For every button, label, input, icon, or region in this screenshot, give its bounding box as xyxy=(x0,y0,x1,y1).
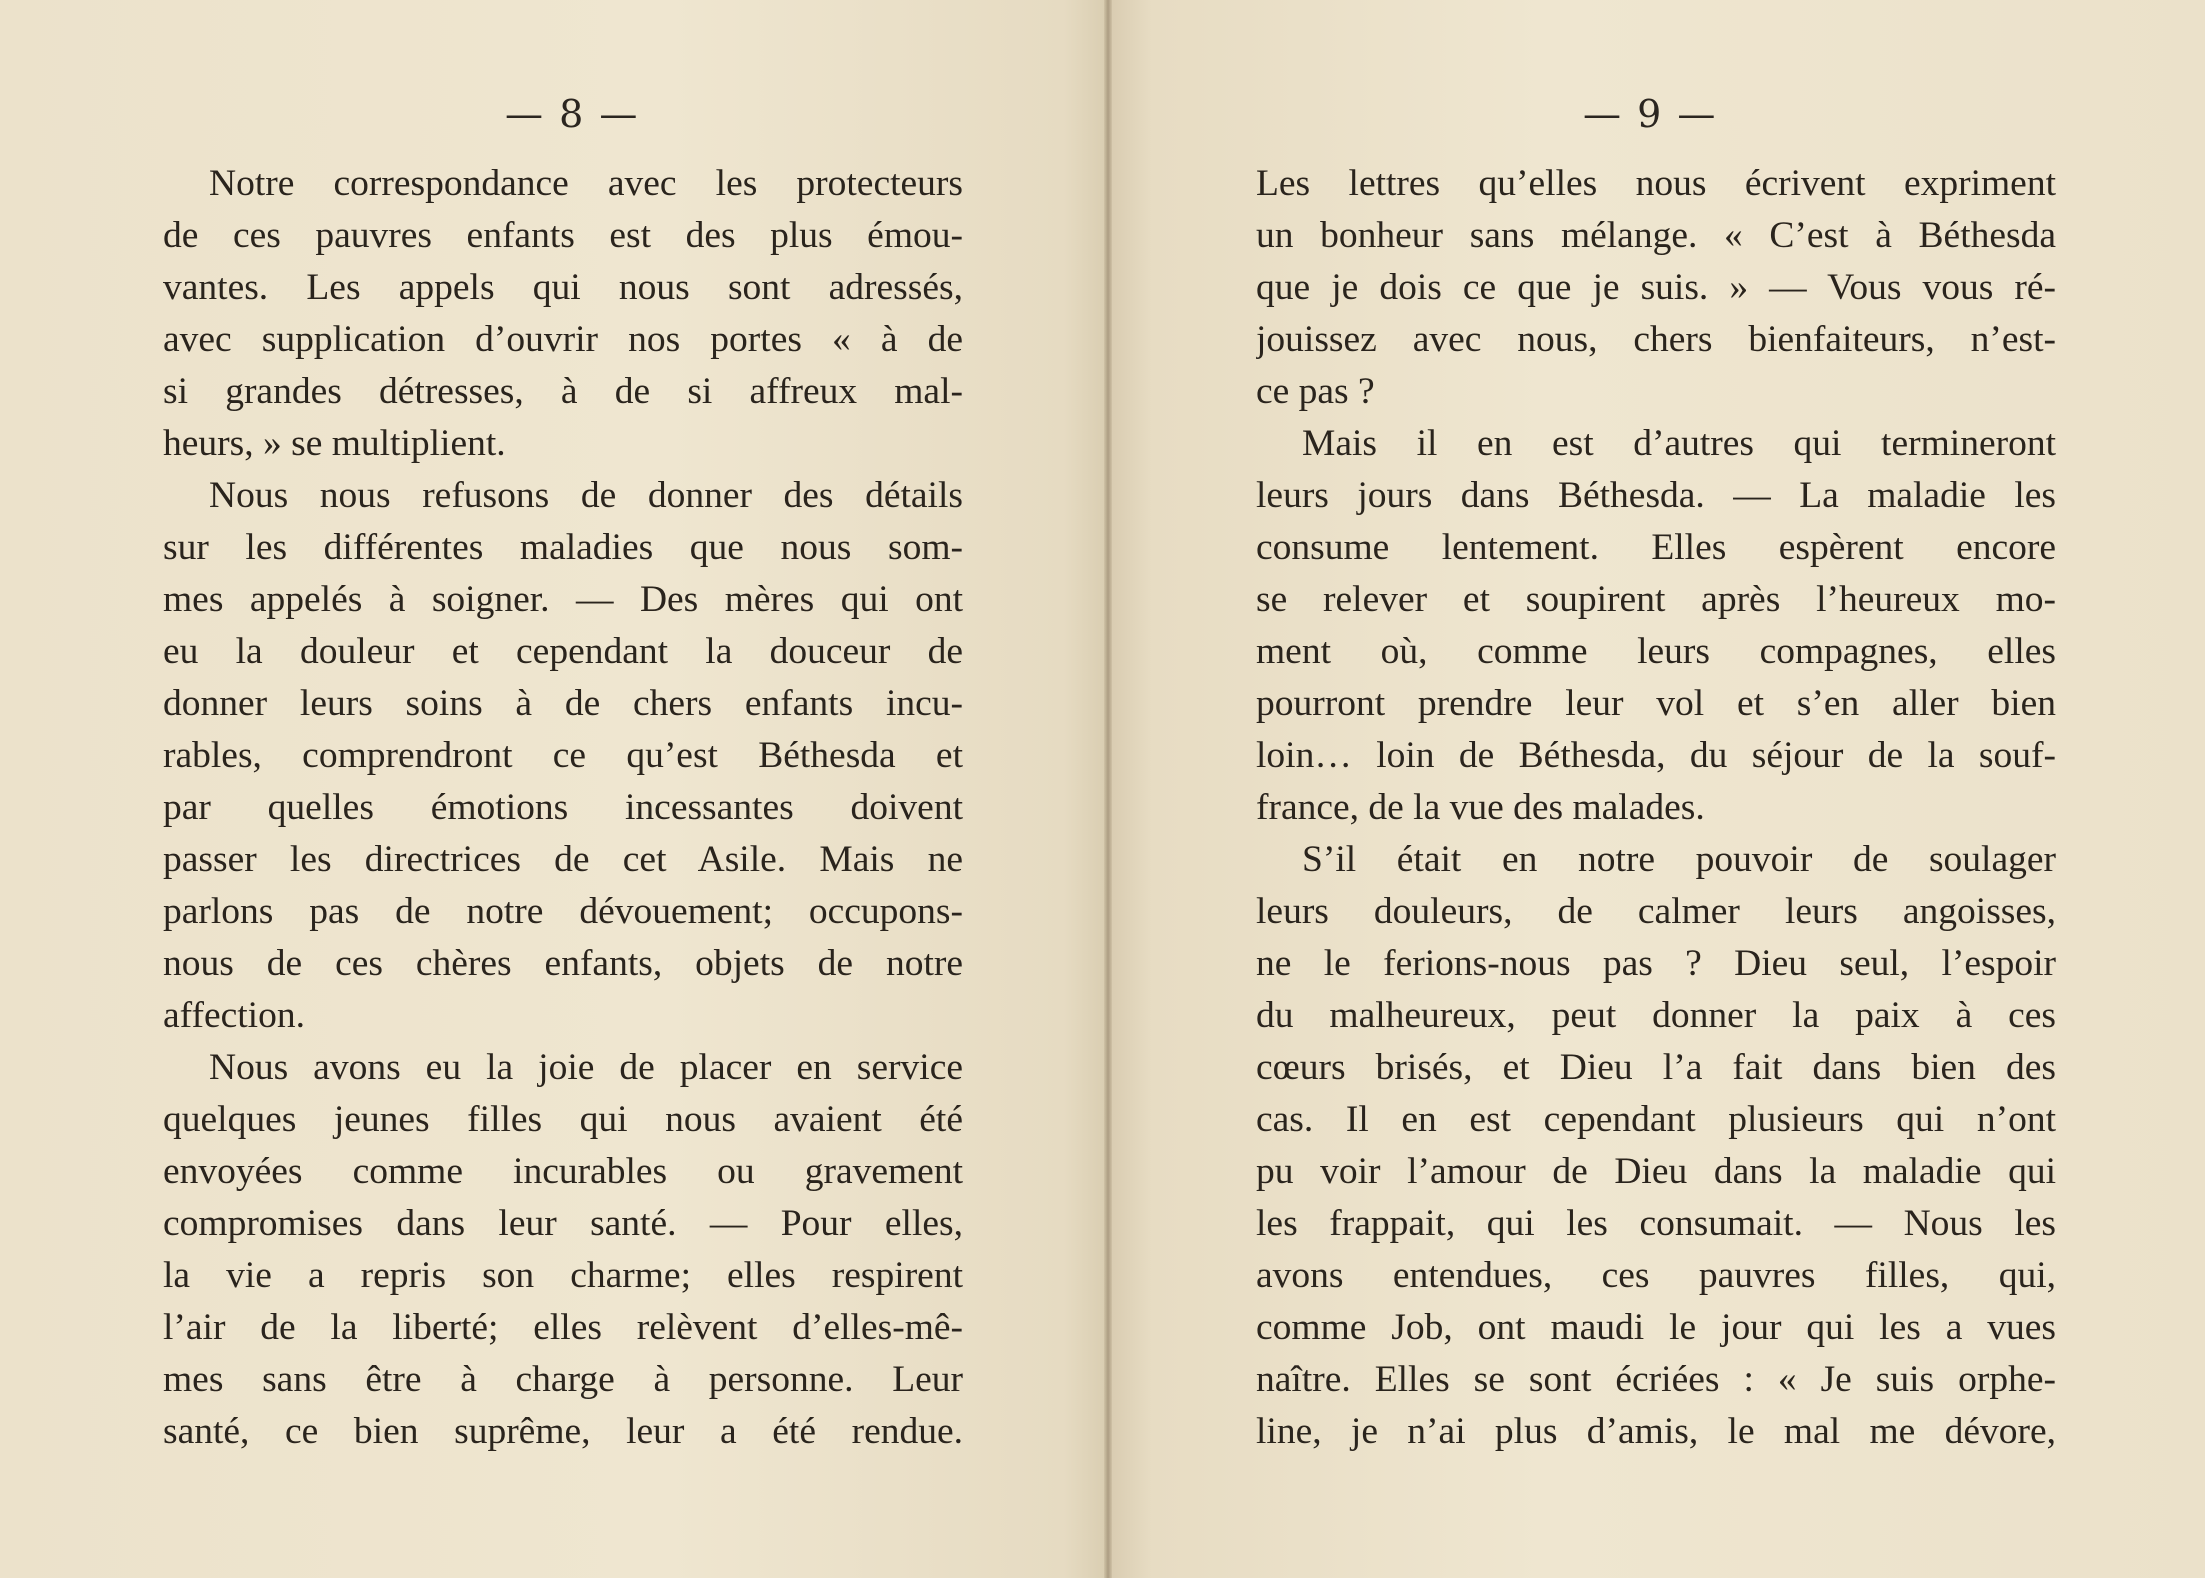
text-line: du malheureux, peut donner la paix à ces xyxy=(1256,995,2056,1036)
text-line: leurs jours dans Béthesda. — La maladie les xyxy=(1256,475,2056,516)
text-line: comme Job, ont maudi le jour qui les a vues xyxy=(1256,1307,2056,1348)
text-line: affection. xyxy=(163,995,305,1036)
text-line: eu la douleur et cependant la douceur de xyxy=(163,631,963,672)
text-line: heurs, » se multiplient. xyxy=(163,423,506,464)
text-line: leurs douleurs, de calmer leurs angoisses, xyxy=(1256,891,2056,932)
text-line: donner leurs soins à de chers enfants incu- xyxy=(163,683,963,724)
text-line: de ces pauvres enfants est des plus émou- xyxy=(163,215,963,256)
right-page-text xyxy=(1256,158,2056,1458)
text-line: l’air de la liberté; elles relèvent d’elles-mê- xyxy=(163,1307,963,1348)
text-line: que je dois ce que je suis. » — Vous vous ré- xyxy=(1256,267,2056,308)
text-line: consume lentement. Elles espèrent encore xyxy=(1256,527,2056,568)
text-line: avons entendues, ces pauvres filles, qui, xyxy=(1256,1255,2056,1296)
right-page xyxy=(1108,0,2205,1578)
text-line: envoyées comme incurables ou gravement xyxy=(163,1151,963,1192)
text-line: france, de la vue des malades. xyxy=(1256,787,1705,828)
text-line: cœurs brisés, et Dieu l’a fait dans bien des xyxy=(1256,1047,2056,1088)
page-number-left: — 8 — xyxy=(505,92,640,136)
text-line: mes appelés à soigner. — Des mères qui ont xyxy=(163,579,963,620)
text-line: ment où, comme leurs compagnes, elles xyxy=(1256,631,2056,672)
text-line: pourront prendre leur vol et s’en aller bien xyxy=(1256,683,2056,724)
text-line: Nous avons eu la joie de placer en service xyxy=(209,1047,963,1088)
book-gutter xyxy=(1104,0,1112,1578)
left-page-text xyxy=(163,158,963,1458)
text-line: parlons pas de notre dévouement; occupons- xyxy=(163,891,963,932)
text-line: line, je n’ai plus d’amis, le mal me dévore, xyxy=(1256,1411,2056,1452)
text-line: se relever et soupirent après l’heureux mo- xyxy=(1256,579,2056,620)
text-line: cas. Il en est cependant plusieurs qui n’ont xyxy=(1256,1099,2056,1140)
text-line: la vie a repris son charme; elles respirent xyxy=(163,1255,963,1296)
text-line: loin… loin de Béthesda, du séjour de la souf- xyxy=(1256,735,2056,776)
text-line: ne le ferions-nous pas ? Dieu seul, l’espoir xyxy=(1256,943,2056,984)
text-line: quelques jeunes filles qui nous avaient été xyxy=(163,1099,963,1140)
text-line: ce pas ? xyxy=(1256,371,1375,412)
text-line: mes sans être à charge à personne. Leur xyxy=(163,1359,963,1400)
text-line: un bonheur sans mélange. « C’est à Béthesda xyxy=(1256,215,2056,256)
text-line: S’il était en notre pouvoir de soulager xyxy=(1302,839,2056,880)
text-line: Mais il en est d’autres qui termineront xyxy=(1302,423,2056,464)
text-line: jouissez avec nous, chers bienfaiteurs, n’est- xyxy=(1256,319,2056,360)
page-number-right: — 9 — xyxy=(1583,92,1718,136)
text-line: les frappait, qui les consumait. — Nous les xyxy=(1256,1203,2056,1244)
text-line: compromises dans leur santé. — Pour elles, xyxy=(163,1203,963,1244)
text-line: avec supplication d’ouvrir nos portes « à de xyxy=(163,319,963,360)
text-line: par quelles émotions incessantes doivent xyxy=(163,787,963,828)
text-line: sur les différentes maladies que nous som- xyxy=(163,527,963,568)
text-line: naître. Elles se sont écriées : « Je suis orphe- xyxy=(1256,1359,2056,1400)
text-line: vantes. Les appels qui nous sont adressés, xyxy=(163,267,963,308)
text-line: si grandes détresses, à de si affreux mal- xyxy=(163,371,963,412)
text-line: pu voir l’amour de Dieu dans la maladie qui xyxy=(1256,1151,2056,1192)
text-line: rables, comprendront ce qu’est Béthesda et xyxy=(163,735,963,776)
text-line: Notre correspondance avec les protecteurs xyxy=(209,163,963,204)
text-line: santé, ce bien suprême, leur a été rendue. xyxy=(163,1411,963,1452)
text-line: passer les directrices de cet Asile. Mais ne xyxy=(163,839,963,880)
text-line: Les lettres qu’elles nous écrivent expriment xyxy=(1256,163,2056,204)
text-line: nous de ces chères enfants, objets de notre xyxy=(163,943,963,984)
text-line: Nous nous refusons de donner des détails xyxy=(209,475,963,516)
